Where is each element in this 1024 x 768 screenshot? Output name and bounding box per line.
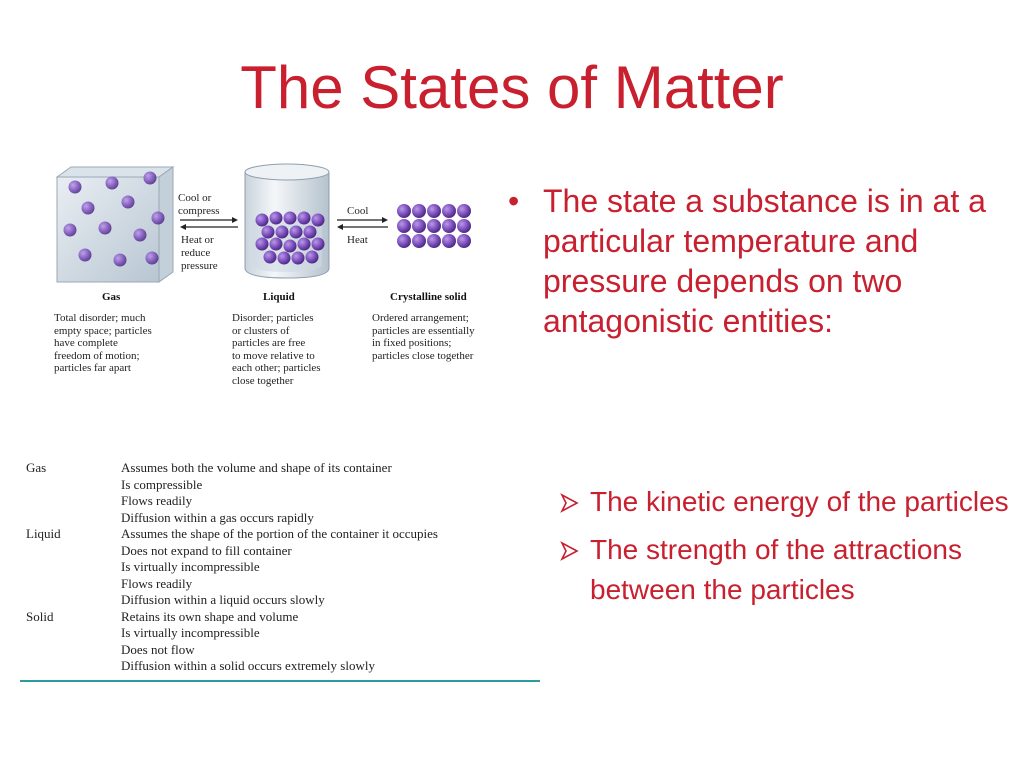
table-property-cell: Assumes the shape of the portion of the container it occupies xyxy=(121,526,438,541)
solid-particles xyxy=(397,204,471,248)
gas-particle xyxy=(152,212,165,225)
liquid-particle xyxy=(312,238,325,251)
liquid-particle xyxy=(292,252,305,265)
table-state-cell xyxy=(26,477,121,494)
table-row xyxy=(26,460,541,477)
table-row xyxy=(26,576,541,593)
table-state-cell xyxy=(26,559,121,576)
solid-particle xyxy=(442,204,456,218)
table-property-cell: Is compressible xyxy=(121,476,203,492)
liquid-particle xyxy=(284,212,297,225)
gas-particle xyxy=(99,222,112,235)
solid-particle xyxy=(397,234,411,248)
table-state-cell xyxy=(26,658,121,675)
liquid-particle xyxy=(270,238,283,251)
state-name-solid: Crystalline solid xyxy=(390,291,467,303)
table-property-cell: Assumes both the volume and shape of its container xyxy=(121,460,392,475)
table-row xyxy=(26,592,541,609)
sub-bullet-text: The kinetic energy of the particles xyxy=(590,486,1009,517)
state-name-liquid: Liquid xyxy=(263,291,295,303)
liquid-particle xyxy=(262,226,275,239)
solid-particle xyxy=(412,204,426,218)
gas-particle xyxy=(79,249,92,262)
state-desc-solid: Ordered arrangement; particles are essentially in fixed positions; particles close together xyxy=(372,312,475,362)
sub-bullet-text: The strength of the attractions between the particles xyxy=(590,534,962,605)
table-property-cell: Flows readily xyxy=(121,575,193,591)
table-row xyxy=(26,477,541,494)
sub-bullet-item xyxy=(560,530,1010,610)
properties-table xyxy=(26,460,541,675)
table-row xyxy=(26,625,541,642)
liquid-particle xyxy=(276,226,289,239)
liquid-particle xyxy=(270,212,283,225)
table-property-cell: Diffusion within a solid occurs extremely slowly xyxy=(121,658,375,673)
sub-bullet-item xyxy=(560,482,1010,522)
table-property-cell: Diffusion within a gas occurs rapidly xyxy=(121,509,314,525)
table-property-cell: Diffusion within a liquid occurs slowly xyxy=(121,592,325,607)
gas-particle xyxy=(82,202,95,215)
solid-particle xyxy=(442,234,456,248)
liquid-particle xyxy=(290,226,303,239)
solid-particle xyxy=(412,234,426,248)
states-figure xyxy=(40,160,510,400)
liquid-particle xyxy=(298,238,311,251)
table-row xyxy=(26,559,541,576)
gas-particle xyxy=(134,229,147,242)
state-desc-gas: Total disorder; much empty space; particles have complete freedom of motion; particles far apart xyxy=(54,312,152,375)
table-state-cell: Solid xyxy=(26,608,54,624)
table-state-cell xyxy=(26,642,121,659)
main-bullet-text: The state a substance is in at a particular temperature and pressure depends on two antagonistic entities: xyxy=(543,183,986,339)
liquid-particle xyxy=(306,251,319,264)
arrow-label-cool: Cool xyxy=(347,205,369,217)
arrow-bullet-icon xyxy=(560,493,580,513)
table-property-cell: Retains its own shape and volume xyxy=(121,608,299,624)
solid-particle xyxy=(427,204,441,218)
gas-particle xyxy=(144,172,157,185)
solid-particle xyxy=(397,219,411,233)
bullet-dot: • xyxy=(508,183,520,219)
solid-particle xyxy=(427,219,441,233)
solid-particle xyxy=(412,219,426,233)
table-state-cell xyxy=(26,543,121,560)
gas-particle xyxy=(106,177,119,190)
table-row xyxy=(26,609,541,626)
table-row xyxy=(26,493,541,510)
solid-particle xyxy=(457,204,471,218)
liquid-particle xyxy=(256,214,269,227)
table-row xyxy=(26,543,541,560)
arrow-label-heat-reduce: Heat or reduce pressure xyxy=(181,234,218,272)
solid-particle xyxy=(427,234,441,248)
arrow-label-heat: Heat xyxy=(347,234,368,246)
table-property-cell: Is virtually incompressible xyxy=(121,625,260,640)
solid-particle xyxy=(457,219,471,233)
table-property-cell: Flows readily xyxy=(121,493,193,508)
table-bottom-rule xyxy=(20,680,540,682)
gas-particle xyxy=(122,196,135,209)
solid-particle xyxy=(457,234,471,248)
gas-particle xyxy=(114,254,127,267)
table-state-cell xyxy=(26,625,121,642)
solid-particle xyxy=(397,204,411,218)
table-row xyxy=(26,642,541,659)
table-row xyxy=(26,526,541,543)
liquid-particle xyxy=(304,226,317,239)
table-row xyxy=(26,658,541,675)
state-name-gas: Gas xyxy=(102,291,121,303)
liquid-particle xyxy=(298,212,311,225)
gas-particle xyxy=(64,224,77,237)
liquid-particle xyxy=(264,251,277,264)
table-state-cell xyxy=(26,493,121,510)
state-desc-liquid: Disorder; particles or clusters of particles are free to move relative to each other; particles close together xyxy=(232,312,321,387)
table-state-cell: Liquid xyxy=(26,526,61,541)
table-state-cell xyxy=(26,576,121,593)
sub-bullet-list xyxy=(560,482,1010,618)
arrow-bullet-icon xyxy=(560,541,580,561)
liquid-particle xyxy=(312,214,325,227)
slide-title: The States of Matter xyxy=(240,54,784,121)
table-row xyxy=(26,510,541,527)
arrow-label-cool-compress: Cool or compress xyxy=(178,192,220,217)
table-state-cell xyxy=(26,592,121,609)
solid-particle xyxy=(442,219,456,233)
gas-particle xyxy=(69,181,82,194)
liquid-particle xyxy=(284,240,297,253)
gas-particle xyxy=(146,252,159,265)
table-property-cell: Does not expand to fill container xyxy=(121,542,292,558)
table-property-cell: Is virtually incompressible xyxy=(121,559,260,574)
table-property-cell: Does not flow xyxy=(121,641,195,657)
liquid-particle xyxy=(278,252,291,265)
table-state-cell xyxy=(26,510,121,527)
liquid-particle xyxy=(256,238,269,251)
table-state-cell: Gas xyxy=(26,460,47,475)
